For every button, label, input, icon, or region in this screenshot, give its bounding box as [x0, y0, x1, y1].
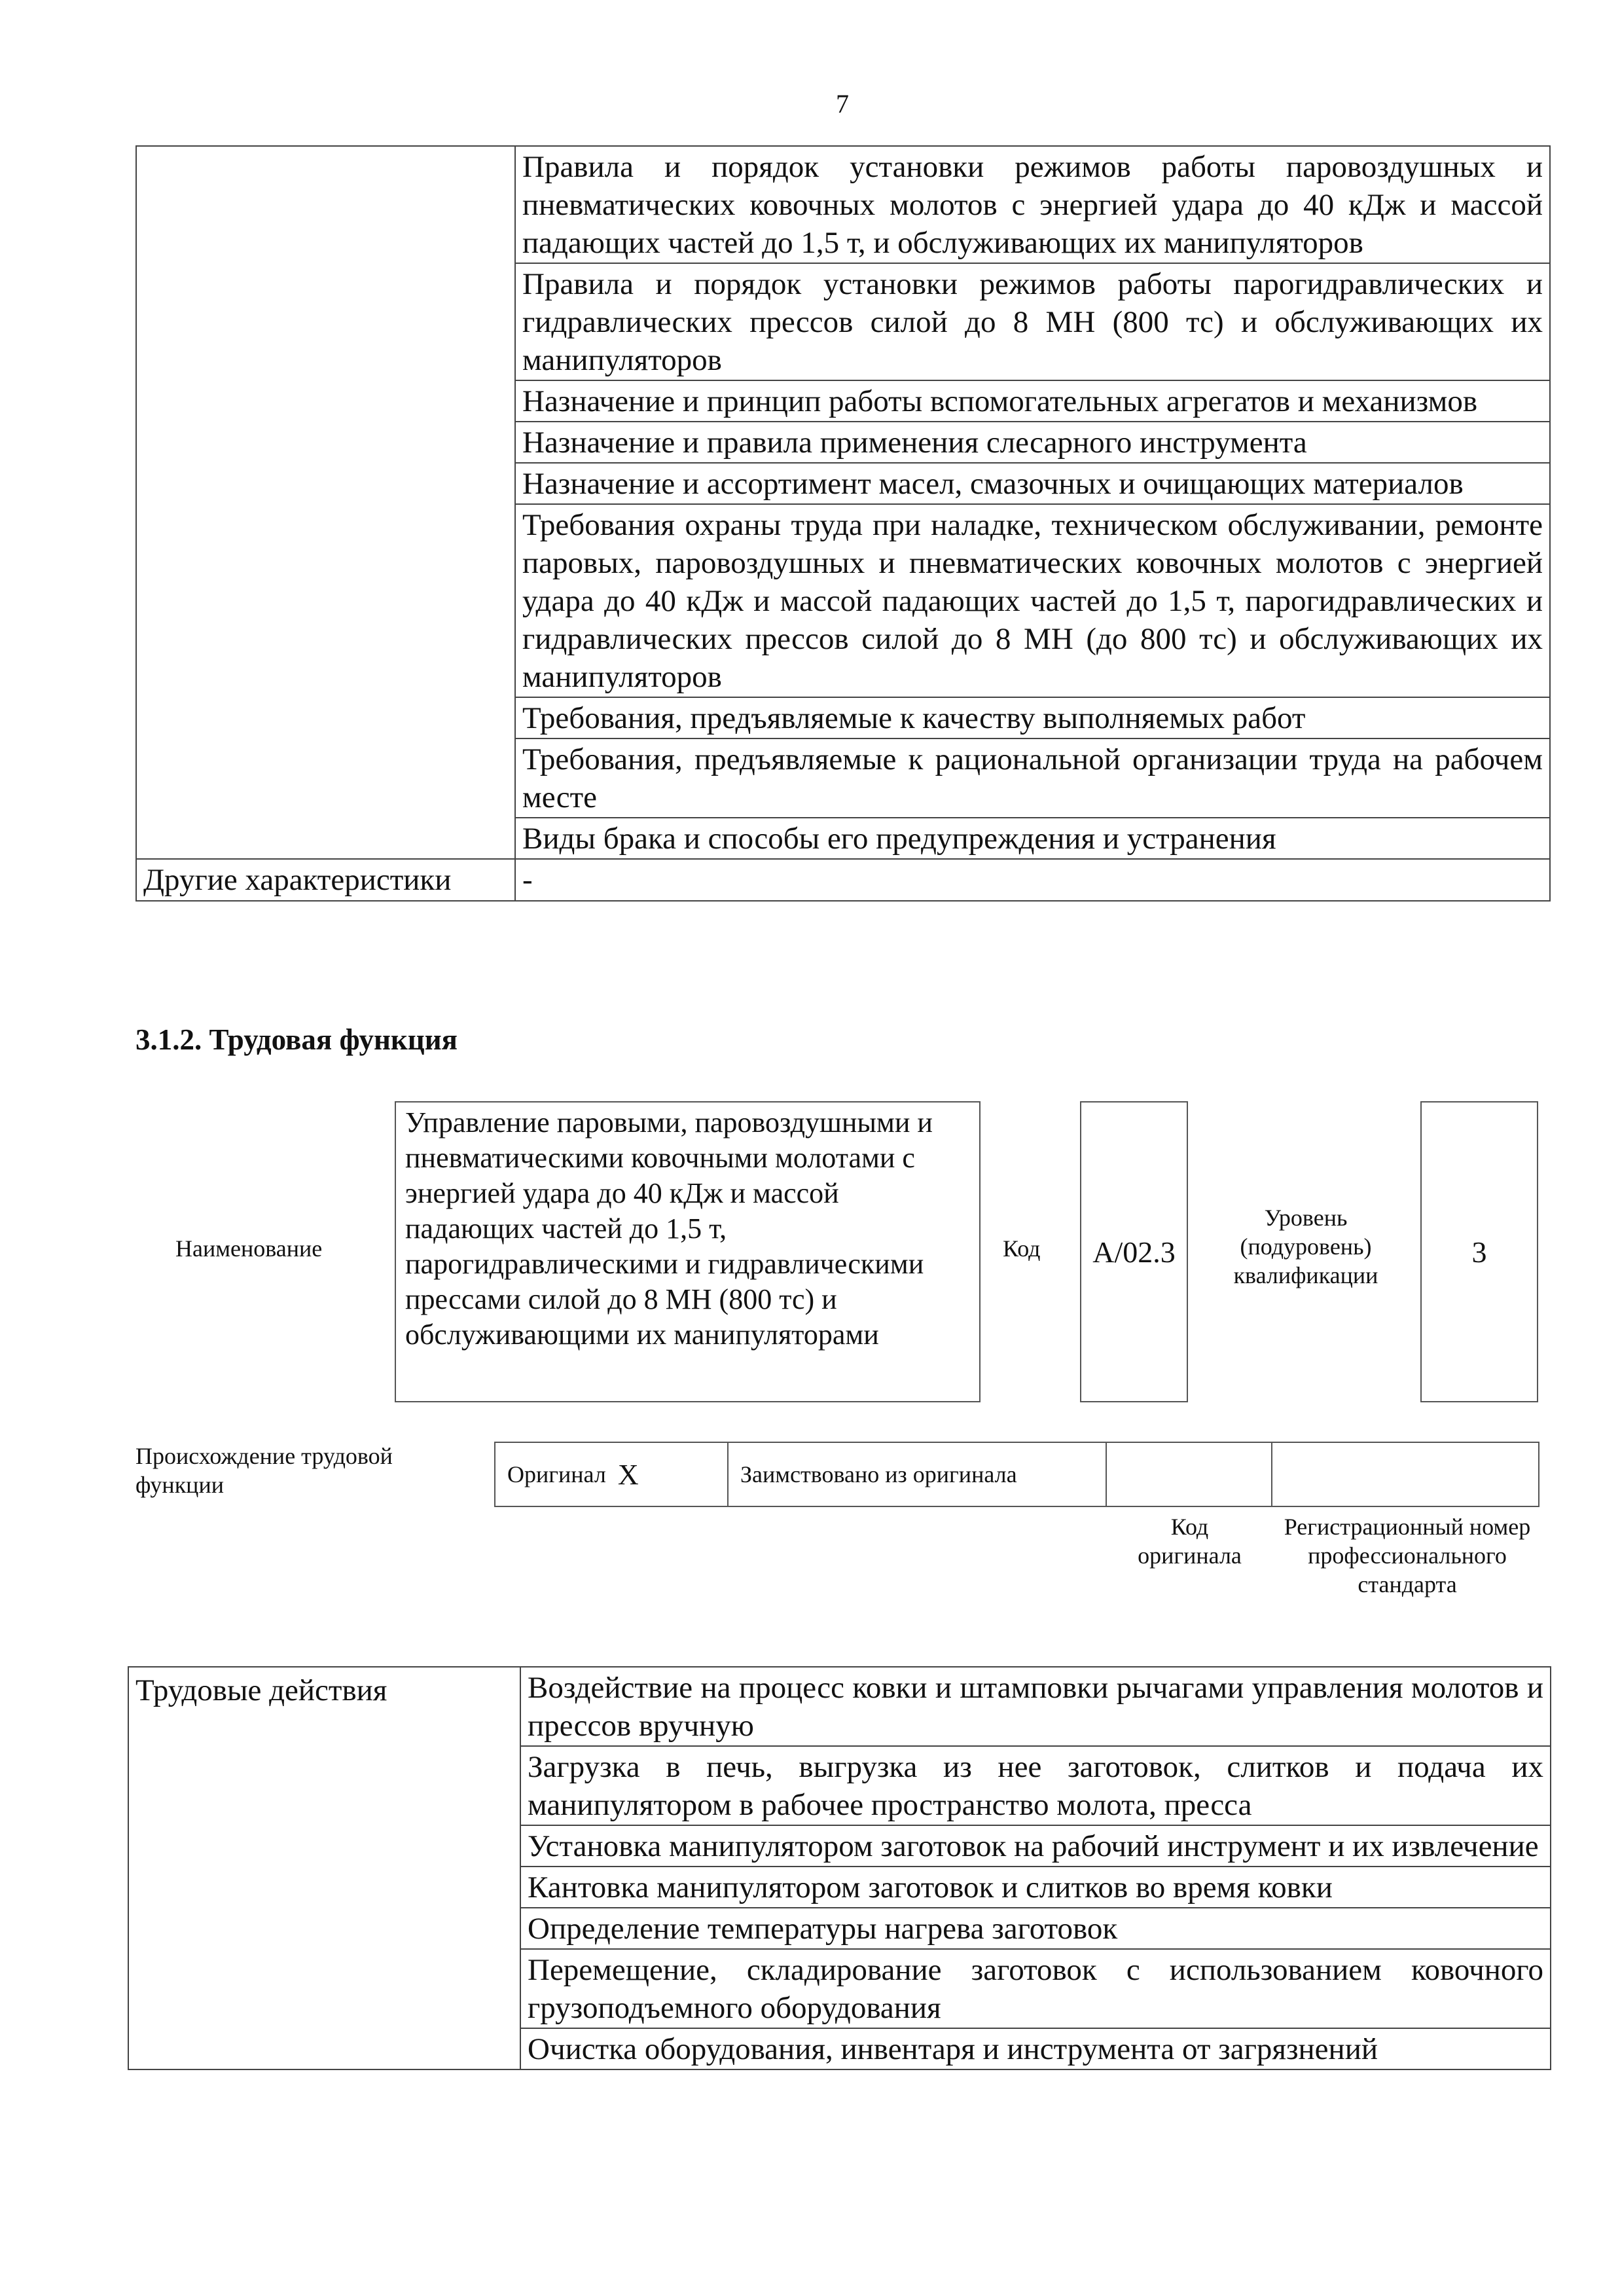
knowledge-label-cell: [136, 146, 515, 859]
other-characteristics-label: Другие характеристики: [136, 859, 515, 901]
knowledge-item: Назначение и правила применения слесарного инструмента: [515, 422, 1550, 463]
knowledge-item: Требования, предъявляемые к качеству выполняемых работ: [515, 697, 1550, 738]
labour-action-item: Очистка оборудования, инвентаря и инструмента от загрязнений: [520, 2028, 1551, 2069]
original-cell: [494, 1442, 729, 1507]
registration-number-cell: [1271, 1442, 1539, 1507]
knowledge-item: Требования охраны труда при наладке, техническом обслуживании, ремонте паровых, паровоздушных и пневматических ковочных молотов с энергией удара до 40 кДж и массой падающих частей до 1,5 т, парогидравлических и гидравлических прессов силой до 8 МН (до 800 тс) и обслуживающих их манипуляторов: [515, 504, 1550, 697]
function-code-value: A/02.3: [1092, 1235, 1176, 1269]
qualification-level-label: Уровень (подуровень) квалификации: [1233, 1205, 1378, 1288]
code-label: Код: [1003, 1235, 1041, 1262]
borrowed-label: Заимствовано из оригинала: [740, 1461, 1017, 1487]
other-characteristics-value: -: [515, 859, 1550, 901]
registration-number-caption: Регистрационный номер профессионального стандарта: [1284, 1514, 1531, 1597]
function-name-box: [395, 1101, 981, 1402]
qualification-level-value: 3: [1471, 1235, 1487, 1269]
qualification-level-box: [1420, 1101, 1538, 1402]
original-label: Оригинал: [507, 1461, 606, 1487]
table-row: [136, 859, 1550, 901]
required-knowledge-table: [135, 145, 1551, 902]
original-code-caption: Код оригинала: [1138, 1514, 1242, 1569]
borrowed-cell: [727, 1442, 1107, 1507]
knowledge-item: Правила и порядок установки режимов работы паровоздушных и пневматических ковочных молотов с энергией удара до 40 кДж и массой падающих частей до 1,5 т, и обслуживающих их манипуляторов: [515, 146, 1550, 263]
original-mark: X: [617, 1458, 639, 1491]
knowledge-item: Правила и порядок установки режимов работы парогидравлических и гидравлических прессов силой до 8 МН (800 тс) и обслуживающих их манипуляторов: [515, 263, 1550, 380]
labour-action-item: Воздействие на процесс ковки и штамповки рычагами управления молотов и прессов вручную: [520, 1667, 1551, 1746]
name-label: Наименование: [175, 1235, 323, 1262]
labour-actions-table: [128, 1666, 1551, 2070]
function-name-value: Управление паровыми, паровоздушными и пневматическими ковочными молотами с энергией удара до 40 кДж и массой падающих частей до 1,5 т, парогидравлическими и гидравлическими прессами силой до 8 МН (800 тс) и обслуживающими их манипуляторами: [405, 1106, 933, 1351]
knowledge-item: Требования, предъявляемые к рациональной организации труда на рабочем месте: [515, 738, 1550, 818]
knowledge-item: Назначение и принцип работы вспомогательных агрегатов и механизмов: [515, 380, 1550, 422]
function-code-box: [1080, 1101, 1188, 1402]
page-number: 7: [836, 89, 849, 118]
labour-action-item: Определение температуры нагрева заготовок: [520, 1908, 1551, 1949]
origin-label: Происхождение трудовой функции: [135, 1443, 393, 1498]
labour-action-item: Загрузка в печь, выгрузка из нее заготовок, слитков и подача их манипулятором в рабочее пространство молота, пресса: [520, 1746, 1551, 1825]
labour-action-item: Кантовка манипулятором заготовок и слитков во время ковки: [520, 1867, 1551, 1908]
knowledge-item: Назначение и ассортимент масел, смазочных и очищающих материалов: [515, 463, 1550, 504]
original-code-cell: [1106, 1442, 1272, 1507]
section-heading: 3.1.2. Трудовая функция: [135, 1023, 458, 1056]
labour-action-item: Перемещение, складирование заготовок с использованием ковочного грузоподъемного оборудования: [520, 1949, 1551, 2028]
knowledge-item: Виды брака и способы его предупреждения и устранения: [515, 818, 1550, 859]
labour-action-item: Установка манипулятором заготовок на рабочий инструмент и их извлечение: [520, 1825, 1551, 1867]
table-row: [128, 1667, 1551, 1746]
table-row: [136, 146, 1550, 263]
labour-actions-label: Трудовые действия: [128, 1667, 520, 2069]
